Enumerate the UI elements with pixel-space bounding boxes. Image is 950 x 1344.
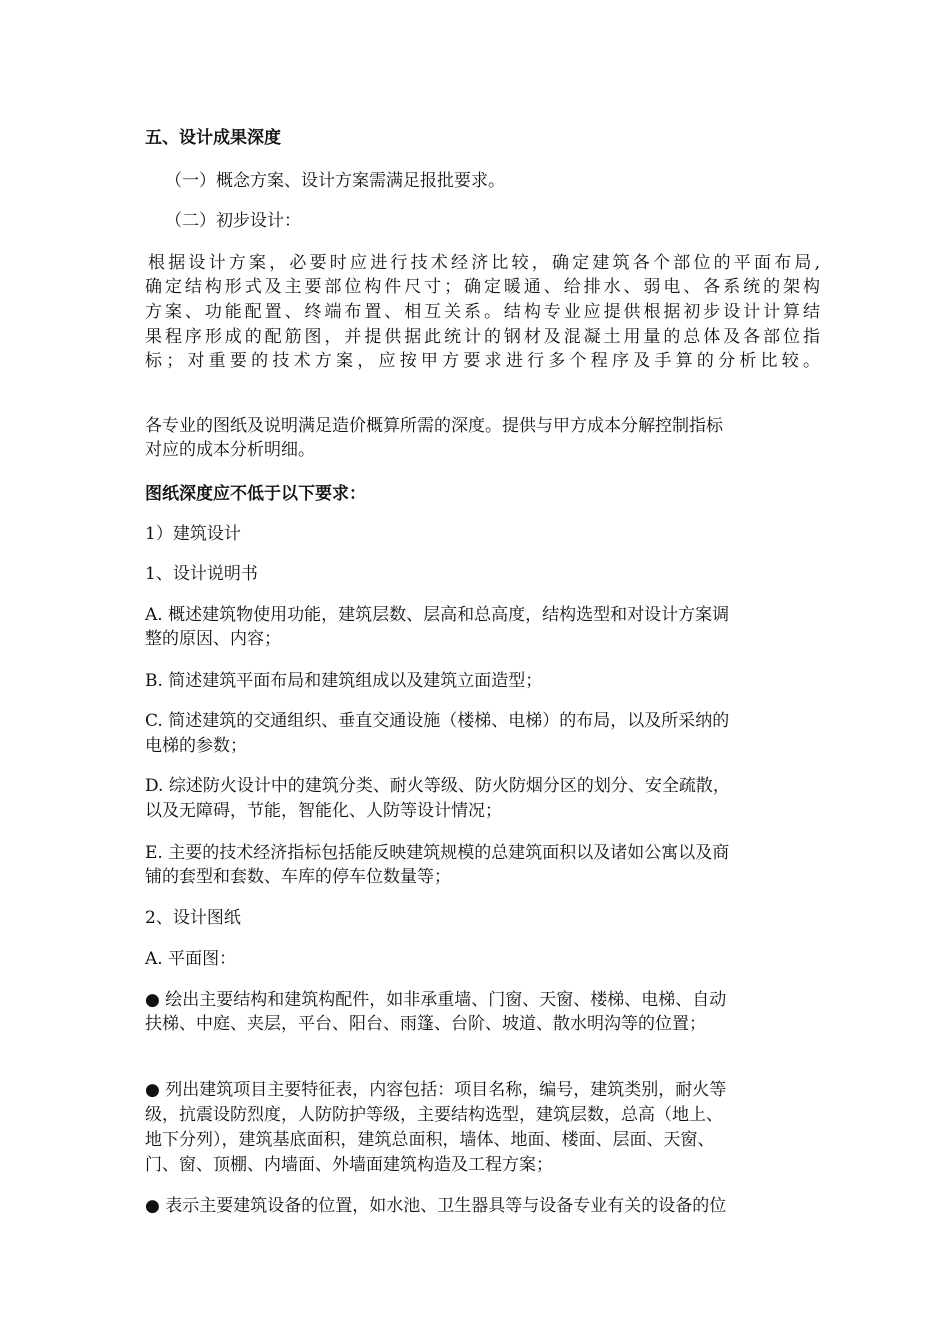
bullet2-line: ● 列出建筑项目主要特征表，内容包括：项目名称，编号，建筑类别，耐火等 (145, 1080, 727, 1100)
section-title: 五、设计成果深度 (145, 128, 281, 148)
item-a-line: A. 概述建筑物使用功能，建筑层数、层高和总高度，结构选型和对设计方案调 (145, 605, 730, 625)
item-e-line: 铺的套型和套数、车库的停车位数量等； (145, 867, 451, 887)
bullet3-line: ● 表示主要建筑设备的位置，如水池、卫生器具等与设备专业有关的设备的位 (145, 1196, 727, 1216)
heading-plan: A. 平面图： (145, 949, 237, 969)
bullet2-line: 级，抗震设防烈度，人防防护等级，主要结构选型，建筑层数，总高（地上、 (145, 1105, 723, 1125)
item-a-line: 整的原因、内容； (145, 629, 281, 649)
para1-line: 确定结构形式及主要部位构件尺寸；确定暖通、给排水、弱电、各系统的架构 (145, 277, 820, 297)
heading-design-notes: 1、设计说明书 (145, 564, 258, 584)
para1-line: 标；对重要的技术方案，应按甲方要求进行多个程序及手算的分析比较。 (145, 351, 820, 371)
heading-architecture: 1）建筑设计 (145, 524, 241, 544)
heading-drawings: 2、设计图纸 (145, 908, 241, 928)
bullet2-line: 地下分列），建筑基底面积，建筑总面积，墙体、地面、楼面、层面、天窗、 (145, 1130, 715, 1150)
para1-line: 根据设计方案，必要时应进行技术经济比较，确定建筑各个部位的平面布局, (148, 253, 820, 273)
drawing-requirements-title: 图纸深度应不低于以下要求： (145, 484, 366, 504)
bullet2-line: 门、窗、顶棚、内墙面、外墙面建筑构造及工程方案； (145, 1155, 553, 1175)
item-d-line: 以及无障碍，节能，智能化、人防等设计情况； (145, 801, 502, 821)
item-d-line: D. 综述防火设计中的建筑分类、耐火等级、防火防烟分区的划分、安全疏散， (145, 776, 730, 796)
item-c-line: C. 简述建筑的交通组织、垂直交通设施（楼梯、电梯）的布局，以及所采纳的 (145, 711, 730, 731)
item-e-line: E. 主要的技术经济指标包括能反映建筑规模的总建筑面积以及诸如公寓以及商 (145, 843, 730, 863)
item-c-line: 电梯的参数； (145, 736, 247, 756)
para1-line: 果程序形成的配筋图，并提供据此统计的钢材及混凝土用量的总体及各部位指 (145, 327, 820, 347)
para2-line: 各专业的图纸及说明满足造价概算所需的深度。提供与甲方成本分解控制指标 (145, 416, 723, 436)
bullet1-line: 扶梯、中庭、夹层，平台、阳台、雨篷、台阶、坡道、散水明沟等的位置； (145, 1014, 706, 1034)
item-concept-scheme: （一）概念方案、设计方案需满足报批要求。 (165, 171, 505, 191)
bullet1-line: ● 绘出主要结构和建筑构配件，如非承重墙、门窗、天窗、楼梯、电梯、自动 (145, 990, 727, 1010)
item-b: B. 简述建筑平面布局和建筑组成以及建筑立面造型； (145, 671, 543, 691)
para2-line: 对应的成本分析明细。 (145, 440, 315, 460)
para1-line: 方案、功能配置、终端布置、相互关系。结构专业应提供根据初步设计计算结 (145, 302, 820, 322)
item-preliminary-design: （二）初步设计： (165, 211, 301, 231)
